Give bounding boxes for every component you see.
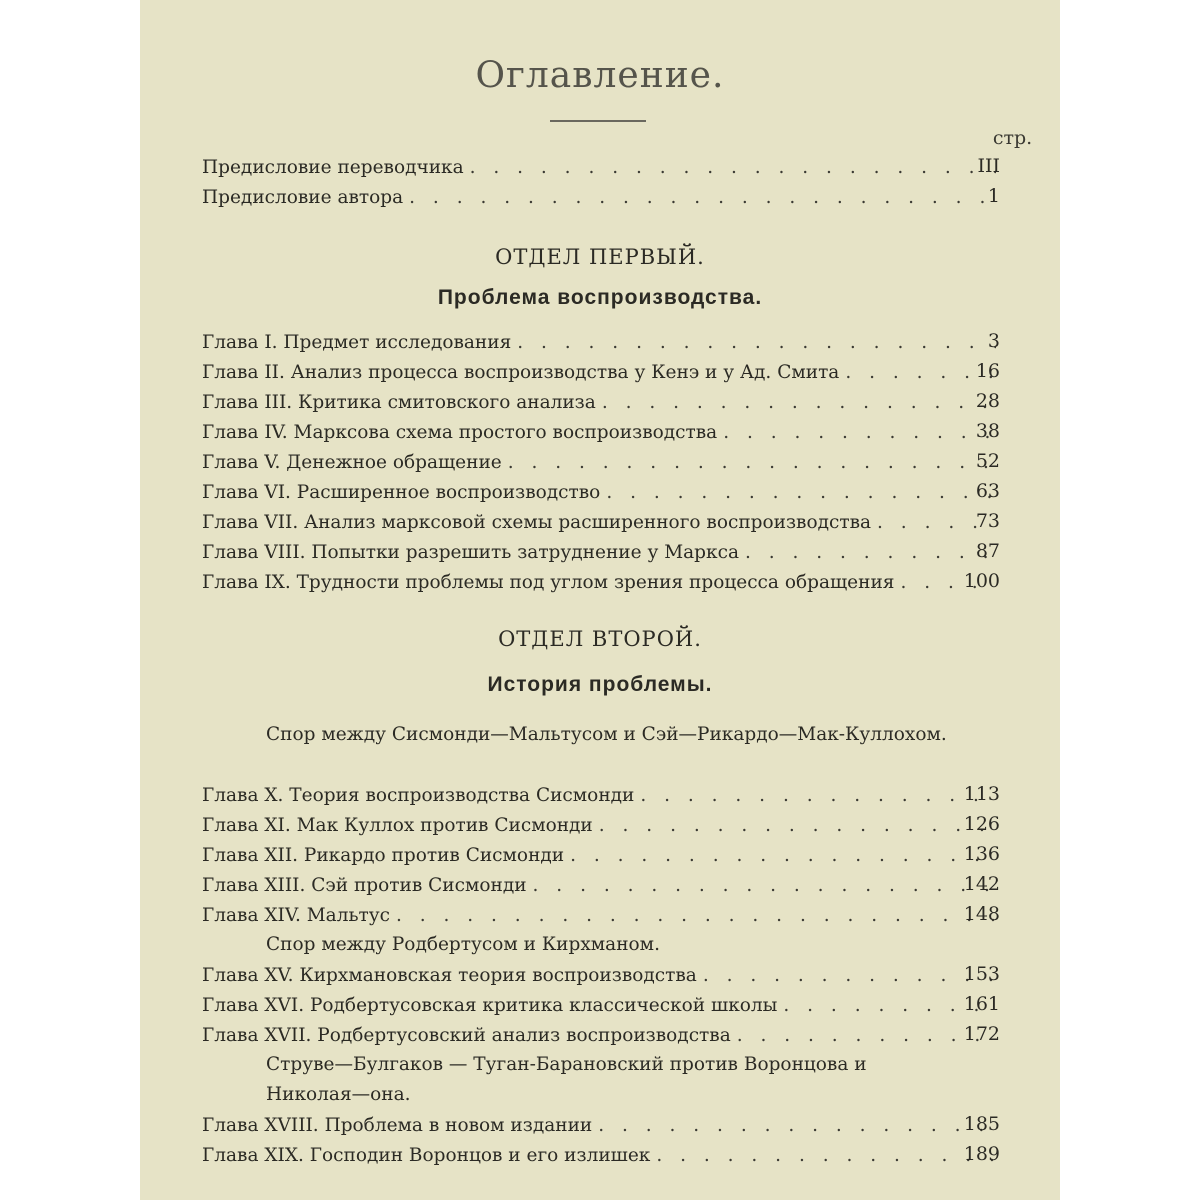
toc-entry-page: 3 bbox=[987, 330, 1000, 352]
toc-entry-label: Предисловие переводчика bbox=[202, 157, 464, 178]
toc-entry-label: Глава XIV. Мальтус bbox=[202, 905, 390, 926]
toc-entry bbox=[202, 362, 1002, 390]
section-heading: ОТДЕЛ ПЕРВЫЙ. bbox=[495, 245, 705, 269]
toc-entry bbox=[202, 422, 1002, 450]
page-column-label: стр. bbox=[992, 127, 1033, 149]
toc-entry-label: Глава VIII. Попытки разрешить затруднение у Маркса bbox=[202, 542, 739, 563]
page-title: Оглавление. bbox=[475, 55, 725, 96]
section-subheading: Проблема воспроизводства. bbox=[437, 286, 763, 309]
toc-entry-page: 1 bbox=[987, 185, 1000, 207]
toc-entry bbox=[202, 512, 1002, 540]
toc-entry bbox=[202, 965, 1002, 993]
toc-entry bbox=[202, 875, 1002, 903]
toc-entry-page: 52 bbox=[975, 450, 1000, 472]
toc-entry-page: 100 bbox=[963, 570, 1000, 592]
toc-entry-page: 142 bbox=[963, 873, 1000, 895]
toc-entry-label: Глава II. Анализ процесса воспроизводства у Кенэ и у Ад. Смита bbox=[202, 362, 840, 383]
toc-entry-label: Глава XVIII. Проблема в новом издании bbox=[202, 1115, 593, 1136]
toc-entry bbox=[202, 187, 1002, 215]
toc-entry-page: 38 bbox=[975, 420, 1000, 442]
toc-entry-label: Глава XVI. Родбертусовская критика классической школы bbox=[202, 995, 778, 1016]
toc-entry bbox=[202, 332, 1002, 360]
section-subheading: История проблемы. bbox=[487, 673, 713, 696]
toc-entry bbox=[202, 392, 1002, 420]
toc-entry-page: 126 bbox=[963, 813, 1000, 835]
toc-entry-page: 172 bbox=[963, 1023, 1000, 1045]
toc-entry-label: Глава XV. Кирхмановская теория воспроизводства bbox=[202, 965, 697, 986]
toc-entry-label: Глава XVII. Родбертусовский анализ воспроизводства bbox=[202, 1025, 731, 1046]
toc-entry-page: 161 bbox=[963, 993, 1000, 1015]
toc-entry-page: 189 bbox=[963, 1143, 1000, 1165]
toc-entry bbox=[202, 905, 1002, 933]
toc-entry-page: 185 bbox=[963, 1113, 1000, 1135]
toc-entry-label: Глава V. Денежное обращение bbox=[202, 452, 502, 473]
toc-entry-label: Глава VI. Расширенное воспроизводство bbox=[202, 482, 601, 503]
toc-entry-label: Глава I. Предмет исследования bbox=[202, 332, 512, 353]
section-heading: ОТДЕЛ ВТОРОЙ. bbox=[498, 627, 702, 651]
toc-entry-page: 73 bbox=[975, 510, 1000, 532]
toc-entry-page: 16 bbox=[975, 360, 1000, 382]
toc-entry bbox=[202, 572, 1002, 600]
subsection-heading: Спор между Родбертусом и Кирхманом. bbox=[266, 934, 660, 955]
toc-entry-page: 148 bbox=[963, 903, 1000, 925]
toc-entry-page: 113 bbox=[963, 783, 1000, 805]
toc-entry-label: Глава IX. Трудности проблемы под углом зрения процесса обращения bbox=[202, 572, 895, 593]
subsection-heading: Спор между Сисмонди—Мальтусом и Сэй—Рикардо—Мак-Куллохом. bbox=[266, 724, 947, 745]
toc-entry bbox=[202, 1115, 1002, 1143]
toc-entry bbox=[202, 815, 1002, 843]
toc-entry-label: Глава VII. Анализ марксовой схемы расширенного воспроизводства bbox=[202, 512, 872, 533]
toc-entry-label: Глава IV. Марксова схема простого воспроизводства bbox=[202, 422, 718, 443]
toc-entry bbox=[202, 1025, 1002, 1053]
toc-entry-label: Предисловие автора bbox=[202, 187, 404, 208]
toc-entry-label: Глава XIII. Сэй против Сисмонди bbox=[202, 875, 527, 896]
toc-entry-page: 153 bbox=[963, 963, 1000, 985]
toc-entry-label: Глава X. Теория воспроизводства Сисмонди bbox=[202, 785, 635, 806]
book-page bbox=[140, 0, 1060, 1200]
toc-entry-page: 28 bbox=[975, 390, 1000, 412]
toc-entry bbox=[202, 1145, 1002, 1173]
toc-entry-label: Глава XIX. Господин Воронцов и его излишек bbox=[202, 1145, 651, 1166]
toc-entry bbox=[202, 157, 1002, 185]
subsection-heading: Струве—Булгаков — Туган-Барановский против Воронцова и Николая—она. bbox=[266, 1054, 867, 1105]
toc-entry bbox=[202, 785, 1002, 813]
toc-entry-page: III bbox=[977, 155, 1000, 177]
toc-entry-page: 87 bbox=[975, 540, 1000, 562]
toc-entry-page: 136 bbox=[963, 843, 1000, 865]
toc-entry bbox=[202, 845, 1002, 873]
toc-entry bbox=[202, 995, 1002, 1023]
toc-entry-label: Глава III. Критика смитовского анализа bbox=[202, 392, 596, 413]
toc-entry-page: 63 bbox=[975, 480, 1000, 502]
toc-entry bbox=[202, 542, 1002, 570]
toc-entry-label: Глава XI. Мак Куллох против Сисмонди bbox=[202, 815, 593, 836]
toc-entry bbox=[202, 482, 1002, 510]
toc-entry bbox=[202, 452, 1002, 480]
toc-entry-label: Глава XII. Рикардо против Сисмонди bbox=[202, 845, 565, 866]
title-rule bbox=[550, 120, 646, 122]
